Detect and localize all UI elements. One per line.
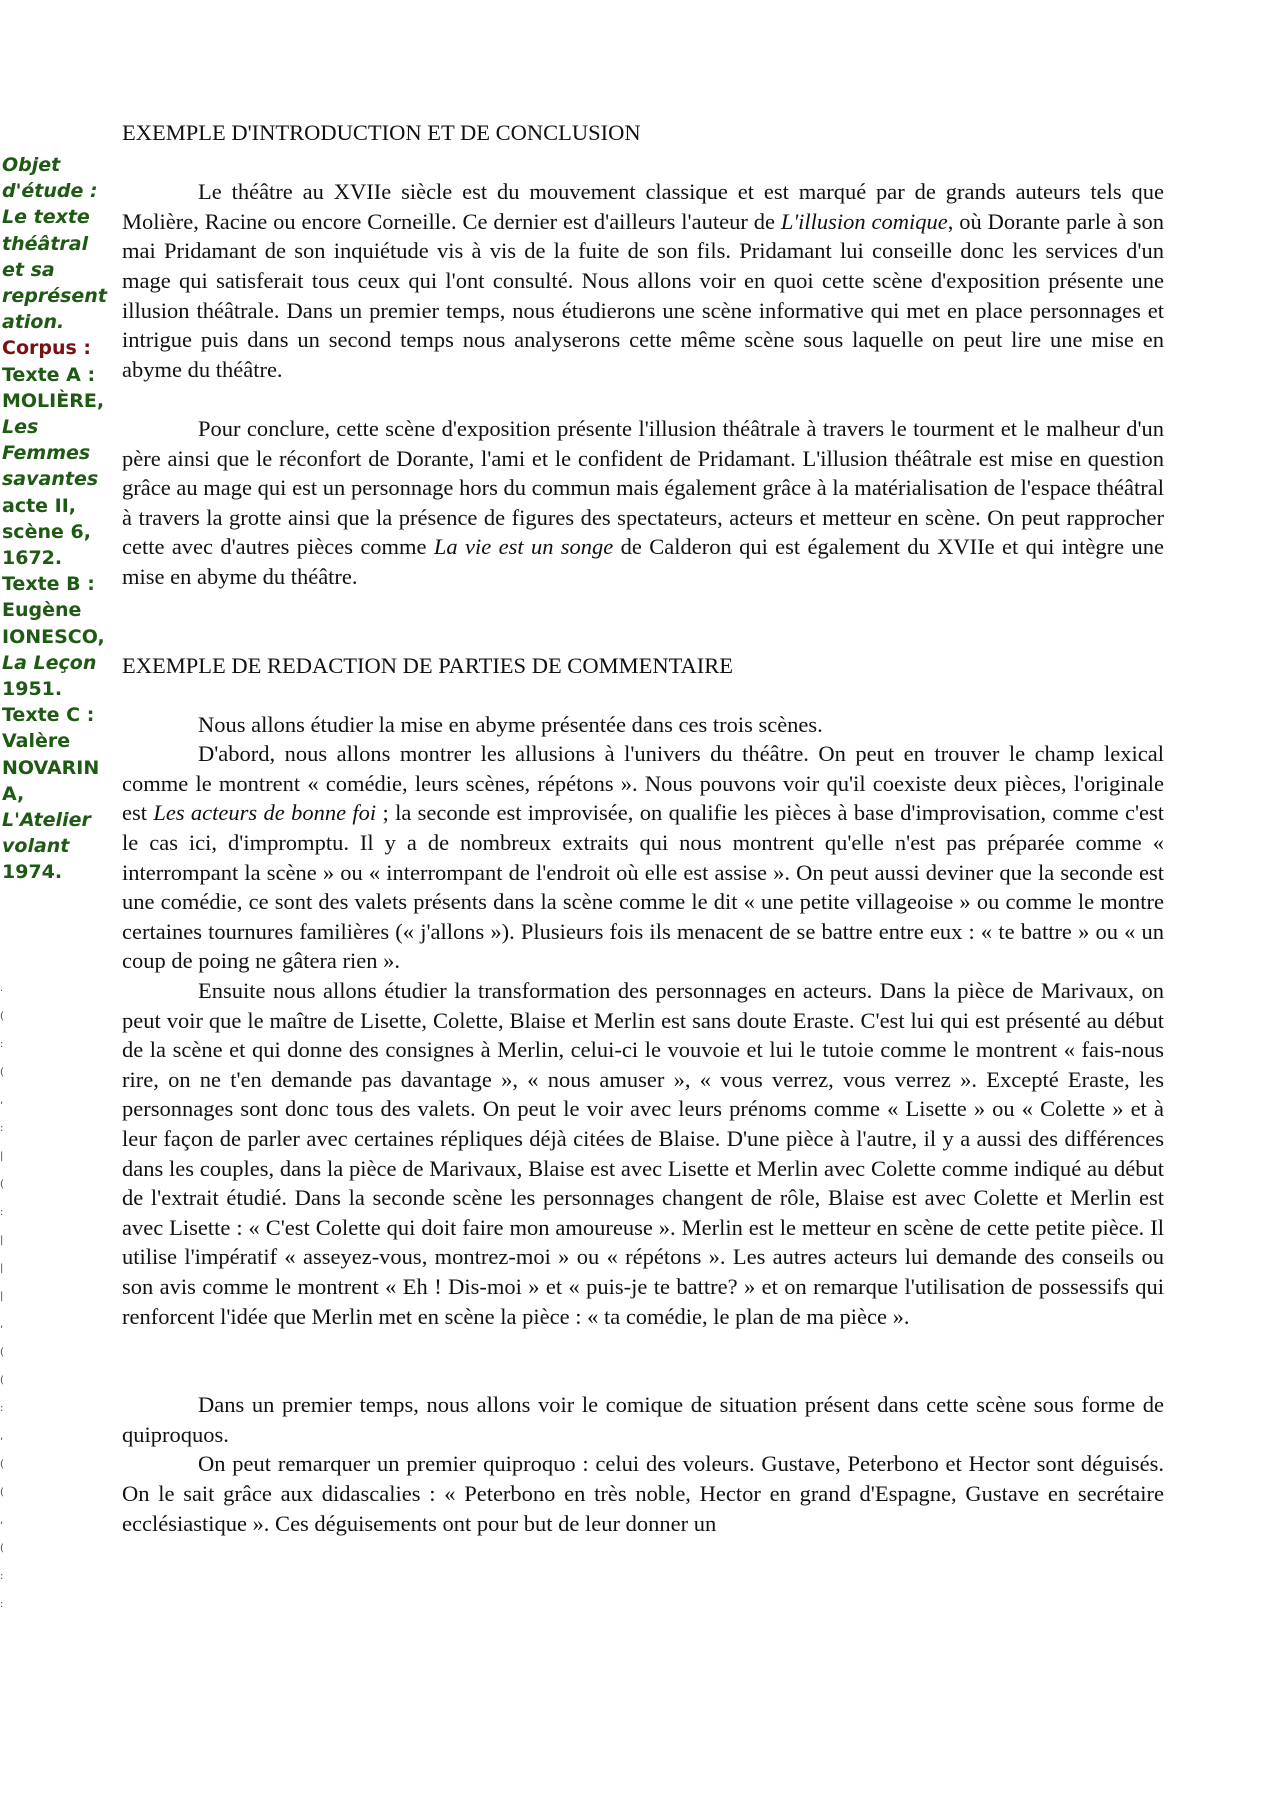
work-title: L'illusion comique [780,208,948,234]
sidebar-line: savantes [2,468,99,491]
sidebar-line: acte II, [2,494,77,517]
sidebar-line: A, [2,782,25,805]
sidebar-line: 1672. [2,547,63,570]
work-title: Les acteurs de bonne foi [153,800,377,826]
sidebar-line: Objet [2,154,61,176]
sidebar-line: Valère [2,730,71,753]
sidebar-line: Corpus : [2,337,92,360]
sidebar-line: NOVARIN [2,756,100,779]
sidebar-line: La Leçon [2,651,97,674]
commentary-paragraph-3: Ensuite nous allons étudier la transformation des personnages en acteurs. Dans la pièce de Marivaux, on peut voir que le maître de Lisette, Colette, Blaise et Merlin est sans doute Eraste. C'est lui qui est présenté au début de la scène et qui donne des consignes à Merlin, celui-ci le vouvoie et lui le tutoie comme le montrent « fais-nous rire, on ne t'en demande pas davantage », « nous amuser », « vous verrez, vous verrez ». Excepté Eraste, les personnages sont donc tous des valets. On peut le voir avec leurs prénoms comme « Lisette » ou « Colette » et à leur façon de parler avec certaines répliques déjà citées de Blaise. D'une pièce à l'autre, il y a aussi des différences dans les couples, dans la pièce de Marivaux, Blaise est avec Lisette et Merlin avec Colette comme indiqué au début de l'extrait étudié. Dans la seconde scène les personnages changent de rôle, Blaise est avec Colette et Merlin est avec Lisette : « C'est Colette qui doit faire mon amoureuse ». Merlin est le metteur en scène de cette petite pièce. Il utilise l'impératif « asseyez-vous, montrez-moi » ou « répétons ». Les autres acteurs lui demande des conseils ou son avis comme le montrent « Eh ! Dis-moi » et « puis-je te battre? » et on remarque l'utilisation de possessifs qui renforcent l'idée que Merlin met en scène la pièce : « ta comédie, le plan de ma pièce ». [122,978,1164,1329]
sidebar-line: MOLIÈRE, [2,389,105,412]
sidebar-line: Les [2,416,39,439]
document-body [122,118,1164,1538]
margin-marks: . ( : ( , : | ( : | | | , ( ( : , ( ( , ( : : [0,983,4,1610]
sidebar-line: 1974. [2,861,63,884]
commentary-paragraph-2: D'abord, nous allons montrer les allusions à l'univers du théâtre. On peut en trouver le champ lexical comme le montrent « comédie, leurs scènes, répétons ». Nous pouvons voir qu'il coexiste deux pièces, l'originale est Les acteurs de bonne foi ; la seconde est improvisée, on qualifie les pièces à base d'improvisation, comme c'est le cas ici, d'impromptu. Il y a de nombreux extraits qui nous montrent qu'elle n'est pas préparée comme « interrompant la scène » ou « interrompant de l'endroit où elle est assise ». On peut aussi deviner que la seconde est une comédie, ce sont des valets présents dans la scène comme le dit « une petite villageoise » ou comme le montre certaines tournures familières (« j'allons »). Plusieurs fois ils menacent de se battre entre eux : « te battre » ou « un coup de poing ne gâtera rien ». [122,741,1165,974]
commentary-heading: EXEMPLE DE REDACTION DE PARTIES DE COMMENTAIRE [122,652,734,678]
intro-paragraph: Le théâtre au XVIIe siècle est du mouvement classique et est marqué par de grands auteurs tels que Molière, Racine ou encore Corneille. Ce dernier est d'ailleurs l'auteur de L'illusion comique, où Dorante parle à son mai Pridamant de son inquiétude vis à vis de la fuite de son fils. Pridamant lui conseille donc les services d'un mage qui satisferait tous ceux qui l'ont consulté. Nous allons voir en quoi cette scène d'exposition présente une illusion théâtrale. Dans un premier temps, nous étudierons une scène informative qui met en place personnages et intrigue puis dans un second temps nous analyserons cette même scène sous laquelle on peut lire une mise en abyme du théâtre. [122,179,1164,382]
sidebar-line: scène 6, [2,520,91,543]
sidebar-line: et sa [2,258,55,281]
commentary-paragraph-1: Nous allons étudier la mise en abyme présentée dans ces trois scènes. [198,711,823,737]
sidebar-line: Eugène [2,599,82,622]
sidebar-line: théâtral [2,232,89,255]
sidebar-line: Texte A : [2,363,96,386]
sidebar-line: 1951. [2,678,63,701]
sidebar-line: IONESCO, [2,625,105,648]
sidebar-line: Texte C : [2,704,95,727]
commentary-paragraph-4: Dans un premier temps, nous allons voir le comique de situation présent dans cette scène sous forme de quiproquos. [122,1392,1164,1447]
work-title: La vie est un songe [433,534,614,560]
sidebar-line: Texte B : [2,573,95,596]
sidebar-line: Le texte [2,206,90,229]
sidebar-line: d'étude : [2,180,98,203]
commentary-paragraph-5: On peut remarquer un premier quiproquo : celui des voleurs. Gustave, Peterbono et Hector sont déguisés. On le sait grâce aux didascalies : « Peterbono en très noble, Hector en grand d'Espagne, Gustave en secrétaire ecclésiastique ». Ces déguisements ont pour but de leur donner un [122,1451,1164,1536]
intro-heading: EXEMPLE D'INTRODUCTION ET DE CONCLUSION [122,120,641,145]
conclusion-paragraph: Pour conclure, cette scène d'exposition présente l'illusion théâtrale à travers le tourment et le malheur d'un père ainsi que le réconfort de Dorante, l'ami et le confident de Pridamant. L'illusion théâtrale est mise en question grâce au mage qui est un personnage hors du commun mais également grâce à la matérialisation de l'espace théâtral à travers la grotte ainsi que la présence de figures des spectateurs, acteurs et metteur en scène. On peut rapprocher cette avec d'autres pièces comme La vie est un songe de Calderon qui est également du XVIIe et qui intègre une mise en abyme du théâtre. [122,415,1164,589]
sidebar-line: ation. [2,311,65,334]
sidebar-line: volant [2,835,70,858]
sidebar-line: L'Atelier [2,809,91,832]
sidebar-line: représent [2,285,107,308]
sidebar-corpus [2,152,120,886]
sidebar-line: Femmes [2,442,91,465]
